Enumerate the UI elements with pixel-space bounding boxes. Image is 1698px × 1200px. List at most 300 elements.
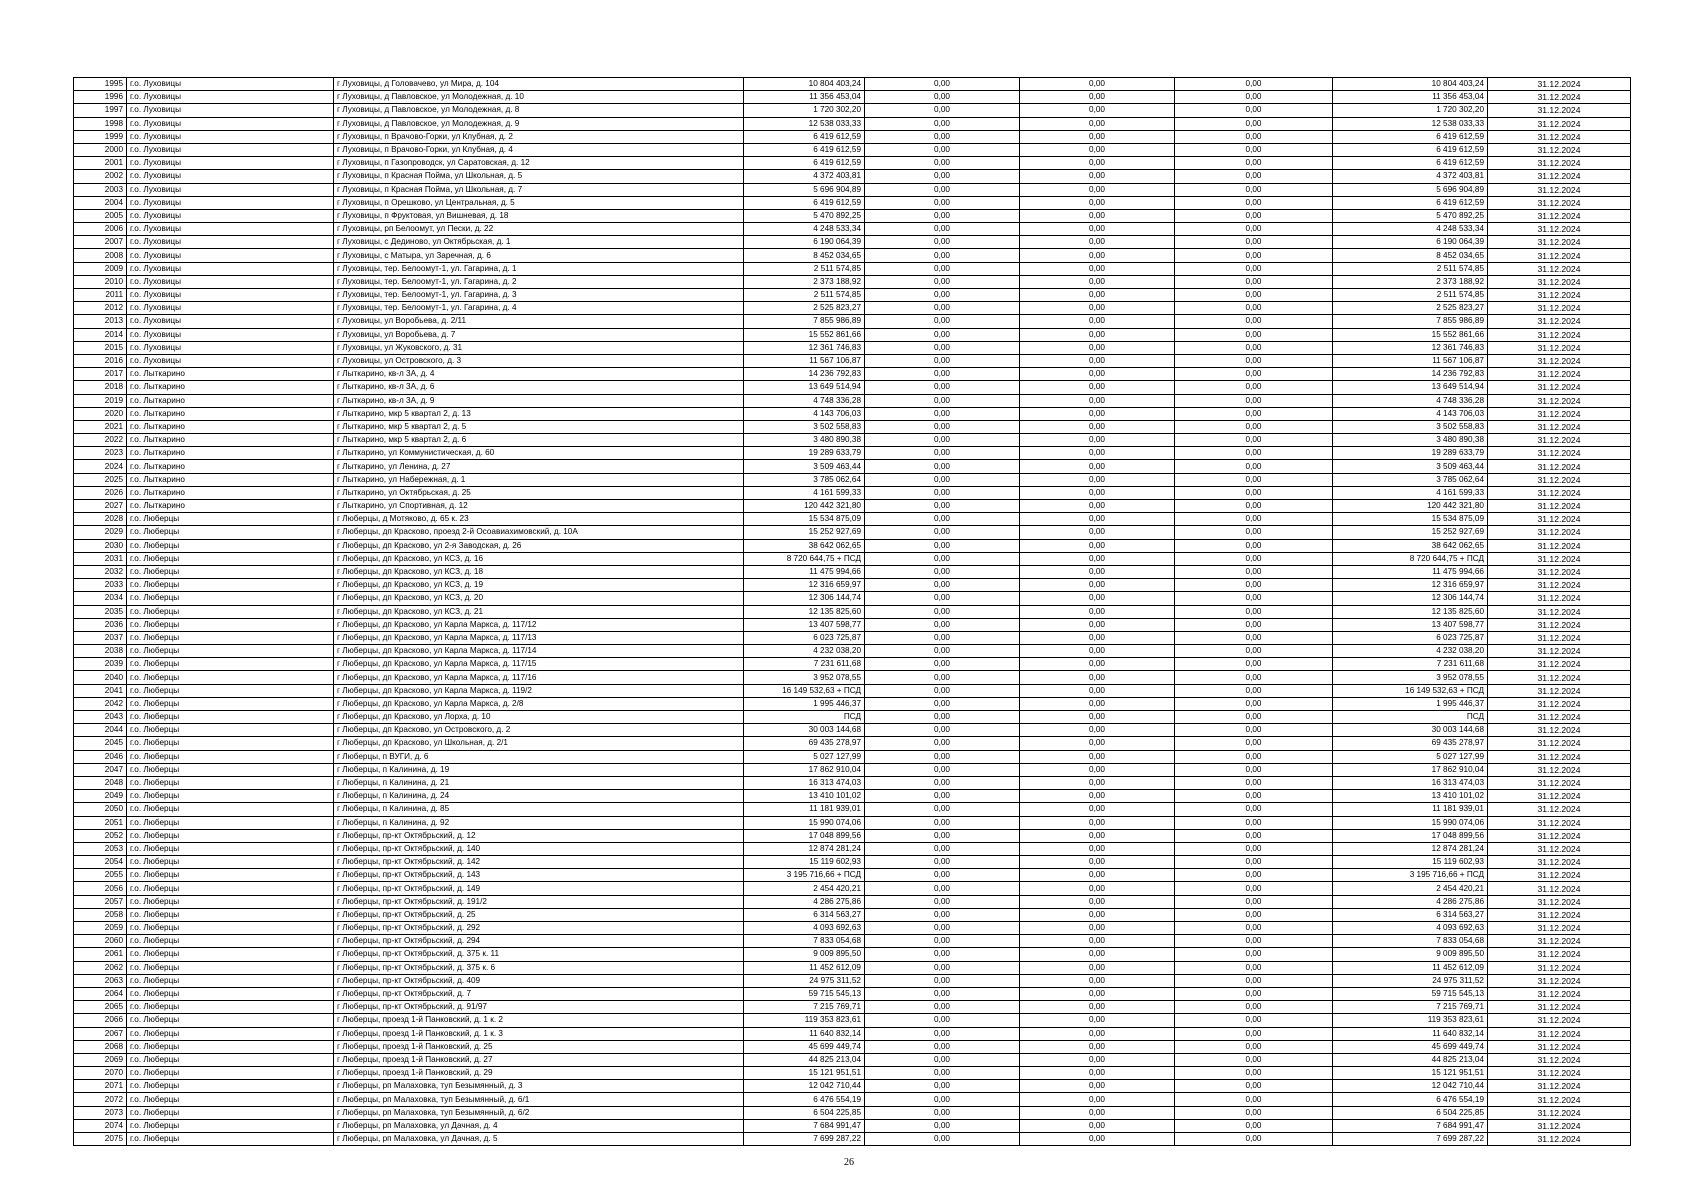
zero-cell-1: 0,00 — [865, 1027, 1020, 1040]
total-cell: 120 442 321,80 — [1333, 500, 1488, 513]
zero-cell-3: 0,00 — [1175, 1053, 1333, 1066]
zero-cell-2: 0,00 — [1020, 856, 1175, 869]
row-number: 2061 — [74, 948, 127, 961]
total-cell: 6 314 563,27 — [1333, 908, 1488, 921]
zero-cell-2: 0,00 — [1020, 1080, 1175, 1093]
zero-cell-1: 0,00 — [865, 434, 1020, 447]
amount-cell: 45 699 449,74 — [744, 1040, 865, 1053]
address-cell: г Люберцы, п Калинина, д. 21 — [334, 776, 744, 789]
municipality-cell: г.о. Луховицы — [127, 104, 334, 117]
address-cell: г Лыткарино, мкр 5 квартал 2, д. 5 — [334, 420, 744, 433]
zero-cell-3: 0,00 — [1175, 1119, 1333, 1132]
address-cell: г Лыткарино, кв-л 3А, д. 4 — [334, 368, 744, 381]
zero-cell-3: 0,00 — [1175, 671, 1333, 684]
address-cell: г Люберцы, дп Красково, ул Карла Маркса, д. 117/13 — [334, 631, 744, 644]
date-cell: 31.12.2024 — [1488, 552, 1631, 565]
zero-cell-2: 0,00 — [1020, 368, 1175, 381]
zero-cell-1: 0,00 — [865, 1106, 1020, 1119]
zero-cell-3: 0,00 — [1175, 565, 1333, 578]
amount-cell: 11 356 453,04 — [744, 91, 865, 104]
table-row — [74, 935, 1631, 948]
row-number: 2044 — [74, 724, 127, 737]
address-cell: г Люберцы, дп Красково, ул КСЗ, д. 16 — [334, 552, 744, 565]
amount-cell: 2 511 574,85 — [744, 289, 865, 302]
zero-cell-2: 0,00 — [1020, 671, 1175, 684]
address-cell: г Луховицы, ул Островского, д. 3 — [334, 354, 744, 367]
zero-cell-3: 0,00 — [1175, 275, 1333, 288]
row-number: 2057 — [74, 895, 127, 908]
address-cell: г Луховицы, д Павловское, ул Молодежная, д. 8 — [334, 104, 744, 117]
row-number: 2004 — [74, 196, 127, 209]
zero-cell-3: 0,00 — [1175, 1014, 1333, 1027]
municipality-cell: г.о. Люберцы — [127, 671, 334, 684]
table-row — [74, 209, 1631, 222]
table-row — [74, 1080, 1631, 1093]
date-cell: 31.12.2024 — [1488, 1067, 1631, 1080]
table-row — [74, 1106, 1631, 1119]
zero-cell-2: 0,00 — [1020, 1027, 1175, 1040]
municipality-cell: г.о. Люберцы — [127, 631, 334, 644]
total-cell: 4 143 706,03 — [1333, 407, 1488, 420]
row-number: 2065 — [74, 1001, 127, 1014]
date-cell: 31.12.2024 — [1488, 486, 1631, 499]
amount-cell: 2 373 188,92 — [744, 275, 865, 288]
total-cell: 12 135 825,60 — [1333, 605, 1488, 618]
total-cell: 2 373 188,92 — [1333, 275, 1488, 288]
row-number: 2035 — [74, 605, 127, 618]
total-cell: 1 995 446,37 — [1333, 697, 1488, 710]
total-cell: 16 313 474,03 — [1333, 776, 1488, 789]
date-cell: 31.12.2024 — [1488, 170, 1631, 183]
zero-cell-1: 0,00 — [865, 394, 1020, 407]
total-cell: 2 525 823,27 — [1333, 302, 1488, 315]
municipality-cell: г.о. Люберцы — [127, 1080, 334, 1093]
zero-cell-1: 0,00 — [865, 407, 1020, 420]
total-cell: 13 410 101,02 — [1333, 790, 1488, 803]
zero-cell-3: 0,00 — [1175, 341, 1333, 354]
row-number: 2020 — [74, 407, 127, 420]
table-row — [74, 592, 1631, 605]
row-number: 2022 — [74, 434, 127, 447]
amount-cell: 12 361 746,83 — [744, 341, 865, 354]
municipality-cell: г.о. Люберцы — [127, 565, 334, 578]
table-row — [74, 776, 1631, 789]
amount-cell: 13 410 101,02 — [744, 790, 865, 803]
address-cell: г Луховицы, тер. Белоомут-1, ул. Гагарина, д. 3 — [334, 289, 744, 302]
address-cell: г Люберцы, пр-кт Октябрьский, д. 191/2 — [334, 895, 744, 908]
table-row — [74, 987, 1631, 1000]
date-cell: 31.12.2024 — [1488, 829, 1631, 842]
municipality-cell: г.о. Люберцы — [127, 711, 334, 724]
zero-cell-1: 0,00 — [865, 711, 1020, 724]
amount-cell: 3 480 890,38 — [744, 434, 865, 447]
municipality-cell: г.о. Люберцы — [127, 856, 334, 869]
municipality-cell: г.о. Люберцы — [127, 592, 334, 605]
municipality-cell: г.о. Лыткарино — [127, 473, 334, 486]
zero-cell-1: 0,00 — [865, 130, 1020, 143]
table-row — [74, 724, 1631, 737]
row-number: 2064 — [74, 987, 127, 1000]
total-cell: 14 236 792,83 — [1333, 368, 1488, 381]
zero-cell-1: 0,00 — [865, 1014, 1020, 1027]
table-row — [74, 104, 1631, 117]
total-cell: 4 232 038,20 — [1333, 645, 1488, 658]
address-cell: г Луховицы, п Врачово-Горки, ул Клубная, д. 2 — [334, 130, 744, 143]
zero-cell-3: 0,00 — [1175, 1001, 1333, 1014]
amount-cell: 12 042 710,44 — [744, 1080, 865, 1093]
address-cell: г Луховицы, тер. Белоомут-1, ул. Гагарина, д. 4 — [334, 302, 744, 315]
row-number: 2051 — [74, 816, 127, 829]
row-number: 2001 — [74, 157, 127, 170]
zero-cell-2: 0,00 — [1020, 987, 1175, 1000]
total-cell: 2 511 574,85 — [1333, 289, 1488, 302]
zero-cell-1: 0,00 — [865, 592, 1020, 605]
table-row — [74, 486, 1631, 499]
row-number: 2015 — [74, 341, 127, 354]
address-cell: г Люберцы, рп Малаховка, туп Безымянный, д. 3 — [334, 1080, 744, 1093]
zero-cell-2: 0,00 — [1020, 275, 1175, 288]
date-cell: 31.12.2024 — [1488, 1014, 1631, 1027]
zero-cell-3: 0,00 — [1175, 262, 1333, 275]
zero-cell-3: 0,00 — [1175, 987, 1333, 1000]
table-row — [74, 763, 1631, 776]
row-number: 2013 — [74, 315, 127, 328]
date-cell: 31.12.2024 — [1488, 183, 1631, 196]
date-cell: 31.12.2024 — [1488, 895, 1631, 908]
address-cell: г Люберцы, дп Красково, ул Лорха, д. 10 — [334, 711, 744, 724]
amount-cell: 5 470 892,25 — [744, 209, 865, 222]
row-number: 2037 — [74, 631, 127, 644]
zero-cell-1: 0,00 — [865, 579, 1020, 592]
zero-cell-3: 0,00 — [1175, 447, 1333, 460]
date-cell: 31.12.2024 — [1488, 1001, 1631, 1014]
amount-cell: 19 289 633,79 — [744, 447, 865, 460]
zero-cell-3: 0,00 — [1175, 763, 1333, 776]
total-cell: 5 696 904,89 — [1333, 183, 1488, 196]
address-cell: г Люберцы, проезд 1-й Панковский, д. 1 к. 3 — [334, 1027, 744, 1040]
table-row — [74, 750, 1631, 763]
table-row — [74, 645, 1631, 658]
zero-cell-3: 0,00 — [1175, 302, 1333, 315]
total-cell: 11 356 453,04 — [1333, 91, 1488, 104]
address-cell: г Люберцы, проезд 1-й Панковский, д. 29 — [334, 1067, 744, 1080]
municipality-cell: г.о. Люберцы — [127, 829, 334, 842]
address-cell: г Люберцы, пр-кт Октябрьский, д. 91/97 — [334, 1001, 744, 1014]
zero-cell-1: 0,00 — [865, 1093, 1020, 1106]
zero-cell-1: 0,00 — [865, 776, 1020, 789]
total-cell: 15 990 074,06 — [1333, 816, 1488, 829]
zero-cell-2: 0,00 — [1020, 289, 1175, 302]
address-cell: г Люберцы, дп Красково, ул КСЗ, д. 20 — [334, 592, 744, 605]
municipality-cell: г.о. Луховицы — [127, 130, 334, 143]
municipality-cell: г.о. Луховицы — [127, 78, 334, 91]
row-number: 2043 — [74, 711, 127, 724]
zero-cell-2: 0,00 — [1020, 394, 1175, 407]
table-row — [74, 790, 1631, 803]
amount-cell: 6 314 563,27 — [744, 908, 865, 921]
address-cell: г Лыткарино, ул Октябрьская, д. 25 — [334, 486, 744, 499]
zero-cell-2: 0,00 — [1020, 302, 1175, 315]
date-cell: 31.12.2024 — [1488, 341, 1631, 354]
zero-cell-2: 0,00 — [1020, 711, 1175, 724]
total-cell: 38 642 062,65 — [1333, 539, 1488, 552]
zero-cell-2: 0,00 — [1020, 1040, 1175, 1053]
total-cell: 6 419 612,59 — [1333, 130, 1488, 143]
table-body — [74, 78, 1631, 1146]
zero-cell-1: 0,00 — [865, 223, 1020, 236]
address-cell: г Люберцы, рп Малаховка, ул Дачная, д. 4 — [334, 1119, 744, 1132]
zero-cell-1: 0,00 — [865, 1080, 1020, 1093]
date-cell: 31.12.2024 — [1488, 420, 1631, 433]
date-cell: 31.12.2024 — [1488, 776, 1631, 789]
table-row — [74, 473, 1631, 486]
zero-cell-3: 0,00 — [1175, 816, 1333, 829]
table-row — [74, 1119, 1631, 1132]
municipality-cell: г.о. Люберцы — [127, 974, 334, 987]
zero-cell-3: 0,00 — [1175, 605, 1333, 618]
row-number: 2049 — [74, 790, 127, 803]
amount-cell: 7 833 054,68 — [744, 935, 865, 948]
table-row — [74, 882, 1631, 895]
municipality-cell: г.о. Лыткарино — [127, 381, 334, 394]
zero-cell-3: 0,00 — [1175, 289, 1333, 302]
address-cell: г Лыткарино, мкр 5 квартал 2, д. 13 — [334, 407, 744, 420]
zero-cell-1: 0,00 — [865, 500, 1020, 513]
municipality-cell: г.о. Луховицы — [127, 262, 334, 275]
amount-cell: 11 640 832,14 — [744, 1027, 865, 1040]
address-cell: г Люберцы, пр-кт Октябрьский, д. 375 к. 6 — [334, 961, 744, 974]
table-row — [74, 816, 1631, 829]
municipality-cell: г.о. Люберцы — [127, 869, 334, 882]
date-cell: 31.12.2024 — [1488, 209, 1631, 222]
zero-cell-2: 0,00 — [1020, 539, 1175, 552]
address-cell: г Люберцы, пр-кт Октябрьский, д. 409 — [334, 974, 744, 987]
row-number: 2059 — [74, 922, 127, 935]
zero-cell-2: 0,00 — [1020, 565, 1175, 578]
zero-cell-1: 0,00 — [865, 526, 1020, 539]
municipality-cell: г.о. Люберцы — [127, 895, 334, 908]
date-cell: 31.12.2024 — [1488, 1106, 1631, 1119]
date-cell: 31.12.2024 — [1488, 1040, 1631, 1053]
amount-cell: 15 534 875,09 — [744, 513, 865, 526]
total-cell: 13 649 514,94 — [1333, 381, 1488, 394]
total-cell: 7 684 991,47 — [1333, 1119, 1488, 1132]
amount-cell: 4 286 275,86 — [744, 895, 865, 908]
row-number: 2006 — [74, 223, 127, 236]
zero-cell-1: 0,00 — [865, 447, 1020, 460]
address-cell: г Люберцы, пр-кт Октябрьский, д. 140 — [334, 842, 744, 855]
amount-cell: 7 855 986,89 — [744, 315, 865, 328]
amount-cell: 6 190 064,39 — [744, 236, 865, 249]
zero-cell-3: 0,00 — [1175, 381, 1333, 394]
zero-cell-1: 0,00 — [865, 737, 1020, 750]
zero-cell-1: 0,00 — [865, 790, 1020, 803]
municipality-cell: г.о. Люберцы — [127, 618, 334, 631]
amount-cell: 6 476 554,19 — [744, 1093, 865, 1106]
zero-cell-2: 0,00 — [1020, 223, 1175, 236]
row-number: 2034 — [74, 592, 127, 605]
zero-cell-2: 0,00 — [1020, 78, 1175, 91]
municipality-cell: г.о. Люберцы — [127, 539, 334, 552]
municipality-cell: г.о. Луховицы — [127, 249, 334, 262]
table-row — [74, 1001, 1631, 1014]
municipality-cell: г.о. Луховицы — [127, 275, 334, 288]
zero-cell-2: 0,00 — [1020, 724, 1175, 737]
row-number: 2000 — [74, 143, 127, 156]
municipality-cell: г.о. Люберцы — [127, 1133, 334, 1146]
table-row — [74, 143, 1631, 156]
total-cell: 8 452 034,65 — [1333, 249, 1488, 262]
zero-cell-2: 0,00 — [1020, 420, 1175, 433]
zero-cell-2: 0,00 — [1020, 803, 1175, 816]
table-row — [74, 236, 1631, 249]
address-cell: г Луховицы, с Дединово, ул Октябрьская, д. 1 — [334, 236, 744, 249]
amount-cell: 6 419 612,59 — [744, 143, 865, 156]
date-cell: 31.12.2024 — [1488, 104, 1631, 117]
municipality-cell: г.о. Луховицы — [127, 157, 334, 170]
zero-cell-1: 0,00 — [865, 196, 1020, 209]
zero-cell-3: 0,00 — [1175, 223, 1333, 236]
row-number: 2029 — [74, 526, 127, 539]
zero-cell-2: 0,00 — [1020, 170, 1175, 183]
table-row — [74, 1040, 1631, 1053]
municipality-cell: г.о. Люберцы — [127, 763, 334, 776]
date-cell: 31.12.2024 — [1488, 1119, 1631, 1132]
table-row — [74, 1014, 1631, 1027]
zero-cell-2: 0,00 — [1020, 328, 1175, 341]
zero-cell-1: 0,00 — [865, 1133, 1020, 1146]
date-cell: 31.12.2024 — [1488, 882, 1631, 895]
zero-cell-3: 0,00 — [1175, 592, 1333, 605]
table-row — [74, 130, 1631, 143]
address-cell: г Люберцы, д Мотяково, д. 65 к. 23 — [334, 513, 744, 526]
date-cell: 31.12.2024 — [1488, 434, 1631, 447]
zero-cell-2: 0,00 — [1020, 1093, 1175, 1106]
amount-cell: 7 699 287,22 — [744, 1133, 865, 1146]
municipality-cell: г.о. Люберцы — [127, 1106, 334, 1119]
total-cell: 7 215 769,71 — [1333, 1001, 1488, 1014]
zero-cell-2: 0,00 — [1020, 961, 1175, 974]
zero-cell-2: 0,00 — [1020, 1001, 1175, 1014]
address-cell: г Люберцы, проезд 1-й Панковский, д. 1 к. 2 — [334, 1014, 744, 1027]
total-cell: 19 289 633,79 — [1333, 447, 1488, 460]
total-cell: 4 372 403,81 — [1333, 170, 1488, 183]
zero-cell-2: 0,00 — [1020, 526, 1175, 539]
total-cell: 15 252 927,69 — [1333, 526, 1488, 539]
zero-cell-2: 0,00 — [1020, 605, 1175, 618]
zero-cell-2: 0,00 — [1020, 737, 1175, 750]
amount-cell: 6 419 612,59 — [744, 157, 865, 170]
table-row — [74, 420, 1631, 433]
zero-cell-3: 0,00 — [1175, 829, 1333, 842]
date-cell: 31.12.2024 — [1488, 196, 1631, 209]
address-cell: г Люберцы, пр-кт Октябрьский, д. 294 — [334, 935, 744, 948]
zero-cell-2: 0,00 — [1020, 354, 1175, 367]
amount-cell: 69 435 278,97 — [744, 737, 865, 750]
table-row — [74, 328, 1631, 341]
total-cell: 59 715 545,13 — [1333, 987, 1488, 1000]
municipality-cell: г.о. Люберцы — [127, 1014, 334, 1027]
total-cell: 7 833 054,68 — [1333, 935, 1488, 948]
zero-cell-1: 0,00 — [865, 1119, 1020, 1132]
date-cell: 31.12.2024 — [1488, 91, 1631, 104]
zero-cell-1: 0,00 — [865, 974, 1020, 987]
table-row — [74, 315, 1631, 328]
zero-cell-2: 0,00 — [1020, 143, 1175, 156]
table-row — [74, 183, 1631, 196]
address-cell: г Люберцы, пр-кт Октябрьский, д. 149 — [334, 882, 744, 895]
municipality-cell: г.о. Люберцы — [127, 882, 334, 895]
table-row — [74, 368, 1631, 381]
zero-cell-3: 0,00 — [1175, 658, 1333, 671]
municipality-cell: г.о. Люберцы — [127, 922, 334, 935]
zero-cell-3: 0,00 — [1175, 473, 1333, 486]
municipality-cell: г.о. Луховицы — [127, 236, 334, 249]
address-cell: г Люберцы, дп Красково, ул 2-я Заводская, д. 26 — [334, 539, 744, 552]
table-row — [74, 78, 1631, 91]
zero-cell-1: 0,00 — [865, 605, 1020, 618]
row-number: 2047 — [74, 763, 127, 776]
row-number: 2067 — [74, 1027, 127, 1040]
total-cell: 11 181 939,01 — [1333, 803, 1488, 816]
municipality-cell: г.о. Лыткарино — [127, 368, 334, 381]
zero-cell-1: 0,00 — [865, 908, 1020, 921]
table-row — [74, 1093, 1631, 1106]
municipality-cell: г.о. Люберцы — [127, 1040, 334, 1053]
date-cell: 31.12.2024 — [1488, 500, 1631, 513]
zero-cell-3: 0,00 — [1175, 737, 1333, 750]
table-row — [74, 974, 1631, 987]
address-cell: г Люберцы, п Калинина, д. 24 — [334, 790, 744, 803]
zero-cell-2: 0,00 — [1020, 948, 1175, 961]
municipality-cell: г.о. Люберцы — [127, 803, 334, 816]
municipality-cell: г.о. Луховицы — [127, 302, 334, 315]
zero-cell-2: 0,00 — [1020, 315, 1175, 328]
address-cell: г Люберцы, пр-кт Октябрьский, д. 7 — [334, 987, 744, 1000]
total-cell: 5 027 127,99 — [1333, 750, 1488, 763]
zero-cell-3: 0,00 — [1175, 328, 1333, 341]
zero-cell-3: 0,00 — [1175, 1080, 1333, 1093]
row-number: 2031 — [74, 552, 127, 565]
row-number: 2009 — [74, 262, 127, 275]
row-number: 2019 — [74, 394, 127, 407]
table-row — [74, 157, 1631, 170]
zero-cell-1: 0,00 — [865, 842, 1020, 855]
municipality-cell: г.о. Люберцы — [127, 684, 334, 697]
zero-cell-1: 0,00 — [865, 236, 1020, 249]
address-cell: г Люберцы, проезд 1-й Панковский, д. 27 — [334, 1053, 744, 1066]
date-cell: 31.12.2024 — [1488, 658, 1631, 671]
amount-cell: 17 048 899,56 — [744, 829, 865, 842]
address-cell: г Люберцы, дп Красково, ул КСЗ, д. 19 — [334, 579, 744, 592]
address-cell: г Луховицы, п Орешково, ул Центральная, д. 5 — [334, 196, 744, 209]
zero-cell-1: 0,00 — [865, 302, 1020, 315]
amount-cell: 3 195 716,66 + ПСД — [744, 869, 865, 882]
zero-cell-2: 0,00 — [1020, 104, 1175, 117]
zero-cell-3: 0,00 — [1175, 908, 1333, 921]
total-cell: 6 476 554,19 — [1333, 1093, 1488, 1106]
date-cell: 31.12.2024 — [1488, 460, 1631, 473]
amount-cell: 15 552 861,66 — [744, 328, 865, 341]
date-cell: 31.12.2024 — [1488, 869, 1631, 882]
date-cell: 31.12.2024 — [1488, 671, 1631, 684]
address-cell: г Люберцы, рп Малаховка, туп Безымянный, д. 6/1 — [334, 1093, 744, 1106]
total-cell: 6 190 064,39 — [1333, 236, 1488, 249]
municipality-cell: г.о. Лыткарино — [127, 420, 334, 433]
date-cell: 31.12.2024 — [1488, 78, 1631, 91]
row-number: 2052 — [74, 829, 127, 842]
amount-cell: 15 121 951,51 — [744, 1067, 865, 1080]
